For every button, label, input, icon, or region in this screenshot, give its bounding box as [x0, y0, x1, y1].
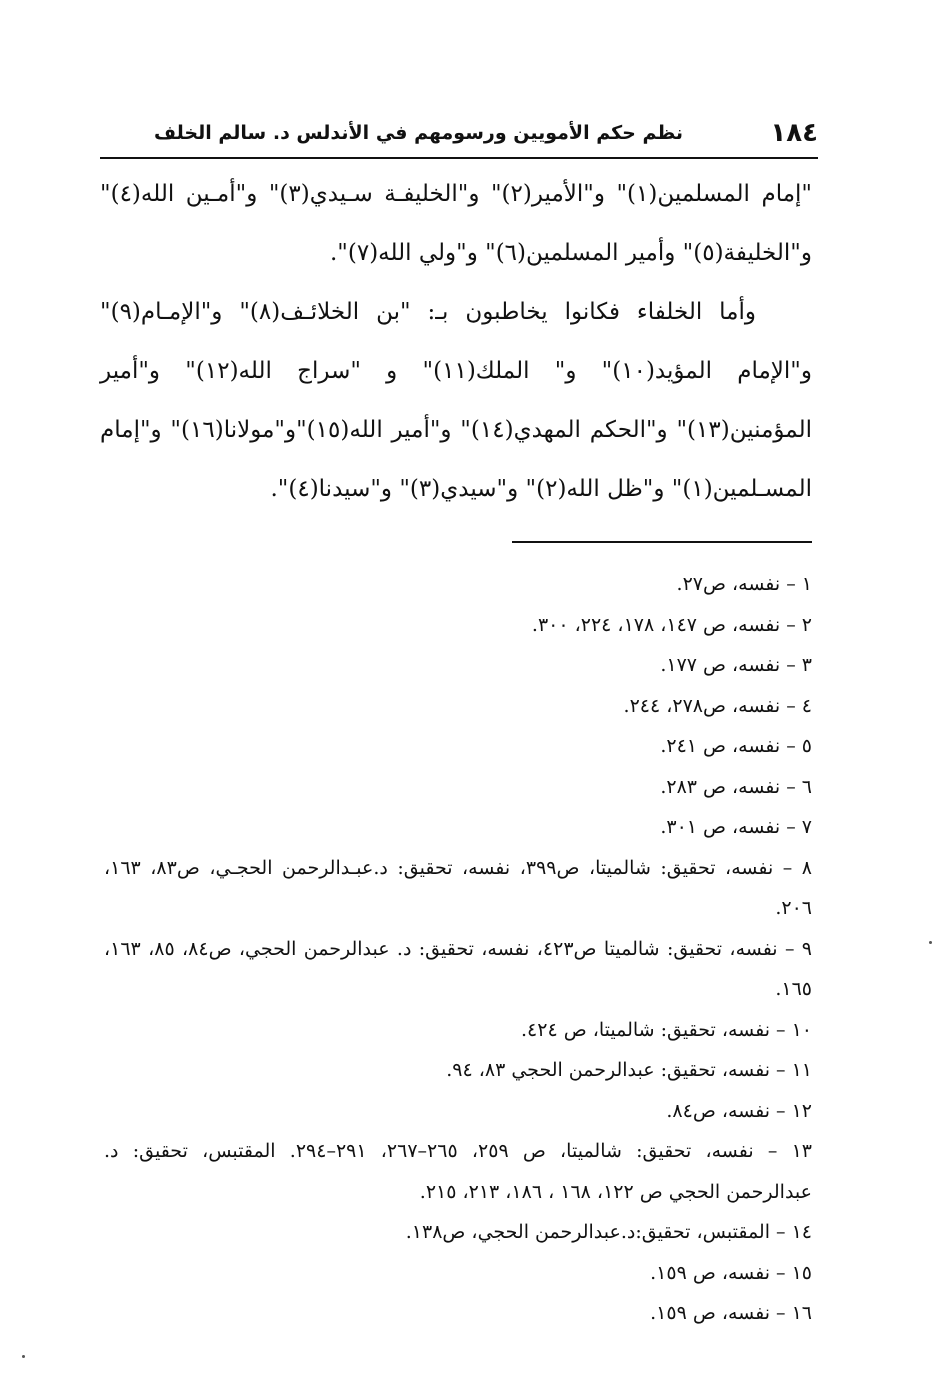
footnote-item: ١٠ – نفسه، تحقيق: شالميتا، ص ٤٢٤.	[521, 1018, 812, 1041]
main-text	[100, 165, 812, 519]
footnote-item: ٨ – نفسه، تحقيق: شالميتا، ص٣٩٩، نفسه، تحقيق: د.عبـدالرحمن الحجـي، ص٨٣، ١٦٣، ٢٠٦.	[104, 856, 812, 919]
footnote-item: ١٢ – نفسه، ص٨٤.	[666, 1099, 812, 1122]
footnote-item: ٩ – نفسه، تحقيق: شالميتا ص٤٢٣، نفسه، تحقيق: د. عبدالرحمن الحجي، ص٨٤، ٨٥، ١٦٣، ١٦٥.	[104, 937, 813, 1000]
page-header	[100, 118, 818, 156]
footnote-item: ٦ – نفسه، ص ٢٨٣.	[660, 775, 812, 798]
scan-speck	[929, 941, 932, 944]
footnote-item: ٣ – نفسه، ص ١٧٧.	[660, 654, 812, 676]
footnote-item: ١٦ – نفسه، ص ١٥٩.	[650, 1302, 812, 1324]
paragraph-2: وأما الخلفاء فكانوا يخاطبون بـ: "بن الخلائـف(٨)" و"الإمـام(٩)" و"الإمام المؤيد(١٠)" و" الملك(١١)" و "سراج الله(١٢)" و"أمير المؤمنين(١٣)" و"الحكم المهدي(١٤)" و"أمير الله(١٥)"و"مولانا(١٦)" و"إمام المسـلمين(١)" و"ظل الله(٢)" و"سيدي(٣)" و"سيدنا(٤)".	[100, 299, 812, 502]
footnote-item: ٧ – نفسه، ص ٣٠١.	[660, 816, 812, 838]
footnote-item: ١٥ – نفسه، ص ١٥٩.	[650, 1261, 812, 1284]
scan-speck	[22, 1355, 25, 1358]
footnotes-list	[104, 564, 812, 1334]
page-number: ١٨٤	[770, 118, 818, 148]
footnote-item: ١ – نفسه، ص٢٧.	[676, 573, 812, 595]
footnote-item: ١١ – نفسه، تحقيق: عبدالرحمن الحجي ٨٣، ٩٤.	[446, 1059, 812, 1081]
running-title: نظم حكم الأمويين ورسومهم في الأندلس د. سالم الخلف	[154, 122, 683, 144]
footnote-item: ٥ – نفسه، ص ٢٤١.	[660, 735, 812, 757]
paragraph-1: "إمام المسلمين(١)" و"الأمير(٢)" و"الخليفـة سـيدي(٣)" و"أمـين الله(٤)" و"الخليفة(٥)" وأمير المسلمين(٦)" و"ولي الله(٧)".	[100, 181, 812, 266]
footnote-divider	[512, 541, 812, 543]
footnote-item: ٤ – نفسه، ص٢٧٨، ٢٤٤.	[623, 694, 812, 717]
footnote-item: ١٤ – المقتبس، تحقيق:د.عبدالرحمن الحجي، ص١٣٨.	[405, 1221, 812, 1243]
header-divider	[100, 157, 818, 159]
footnote-item: ٢ – نفسه، ص ١٤٧، ١٧٨، ٢٢٤، ٣٠٠.	[531, 613, 812, 636]
footnote-item: ١٣ – نفسه، تحقيق: شالميتا، ص ٢٥٩، ٢٦٥–٢٦٧، ٢٩١–٢٩٤. المقتبس، تحقيق: د. عبدالرحمن الحجي ص ١٢٢، ١٦٨ ، ١٨٦، ٢١٣، ٢١٥.	[104, 1140, 813, 1203]
